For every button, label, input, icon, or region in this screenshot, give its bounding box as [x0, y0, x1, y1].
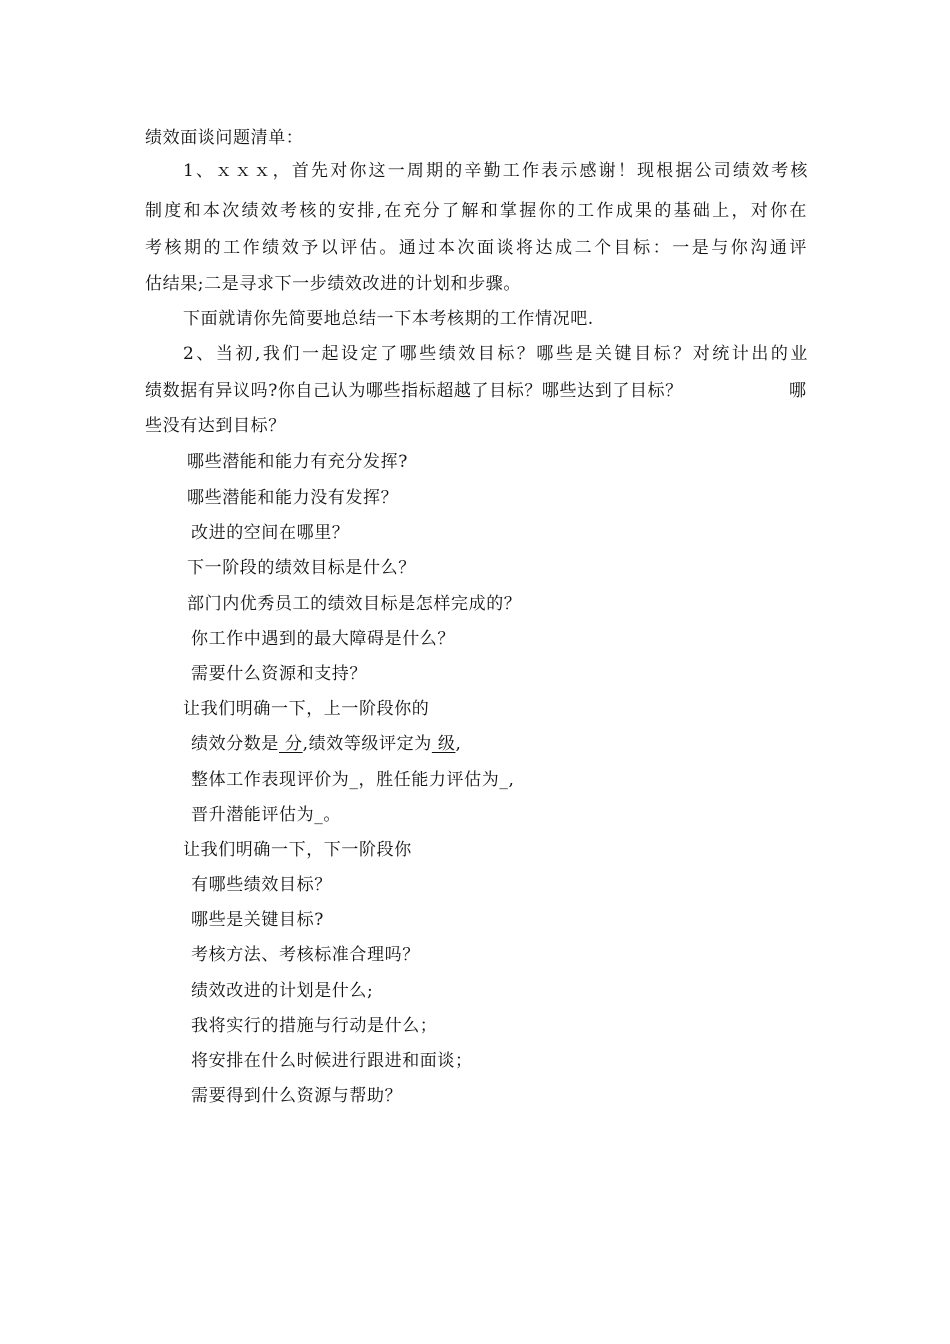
document-title: 绩效面谈问题清单： [145, 128, 304, 148]
question-item: 部门内优秀员工的绩效目标是怎样完成的？ [187, 594, 522, 614]
next-item: 将安排在什么时候进行跟进和面谈； [191, 1051, 473, 1071]
next-item: 有哪些绩效目标？ [191, 875, 332, 895]
question-item: 哪些潜能和能力有充分发挥? [187, 452, 408, 472]
paragraph-3-line-2-end: 哪 [789, 381, 807, 401]
question-item: 需要什么资源和支持？ [191, 664, 367, 684]
paragraph-1-line-4: 估结果;二是寻求下一步绩效改进的计划和步骤。 [145, 274, 521, 294]
overall-mid: ，胜任能力评估为 [358, 770, 500, 790]
paragraph-1-line-2: 制度和本次绩效考核的安排,在充分了解和掌握你的工作成果的基础上，对你在 [145, 201, 807, 221]
next-item: 考核方法、考核标准合理吗？ [191, 945, 420, 965]
score-end: , [455, 734, 462, 754]
promotion-line [191, 804, 341, 826]
next-item: 哪些是关键目标? [191, 910, 324, 930]
question-item: 你工作中遇到的最大障碍是什么？ [191, 629, 455, 649]
score-blank: 分 [279, 734, 303, 754]
paragraph-3-line-3: 些没有达到目标？ [145, 416, 286, 436]
question-item: 下一阶段的绩效目标是什么？ [187, 558, 416, 578]
overall-line [191, 769, 514, 791]
question-item: 哪些潜能和能力没有发挥？ [187, 488, 399, 508]
competency-blank: _ [499, 770, 509, 790]
score-line [191, 733, 461, 755]
promotion-blank: _ [314, 805, 324, 825]
overall-blank: _ [349, 770, 359, 790]
clarify-next-heading: 让我们明确一下，下一阶段你 [183, 840, 412, 860]
next-item: 绩效改进的计划是什么; [191, 981, 374, 1001]
next-item: 需要得到什么资源与帮助？ [191, 1086, 403, 1106]
overall-end: , [508, 770, 515, 790]
overall-prefix: 整体工作表现评价为 [191, 770, 350, 790]
clarify-previous-heading: 让我们明确一下，上一阶段你的 [183, 699, 430, 719]
paragraph-2: 下面就请你先简要地总结一下本考核期的工作情况吧. [183, 309, 594, 329]
next-item: 我将实行的措施与行动是什么； [191, 1016, 438, 1036]
question-item: 改进的空间在哪里？ [191, 523, 350, 543]
score-prefix: 绩效分数是 [191, 734, 279, 754]
paragraph-3-line-2: 绩数据有异议吗?你自己认为哪些指标超越了目标？哪些达到了目标？ [145, 381, 683, 401]
paragraph-3-line-1: 2、当初,我们一起设定了哪些绩效目标？哪些是关键目标？对统计出的业 [183, 344, 808, 364]
level-blank: 级 [431, 734, 456, 754]
paragraph-1-line-3: 考核期的工作绩效予以评估。通过本次面谈将达成二个目标：一是与你沟通评 [145, 238, 807, 258]
score-mid: ,绩效等级评定为 [302, 734, 432, 754]
promotion-end: 。 [323, 805, 341, 825]
paragraph-1-line-1: 1、ｘｘｘ，首先对你这一周期的辛勤工作表示感谢！现根据公司绩效考核 [183, 161, 808, 181]
promotion-prefix: 晋升潜能评估为 [191, 805, 315, 825]
